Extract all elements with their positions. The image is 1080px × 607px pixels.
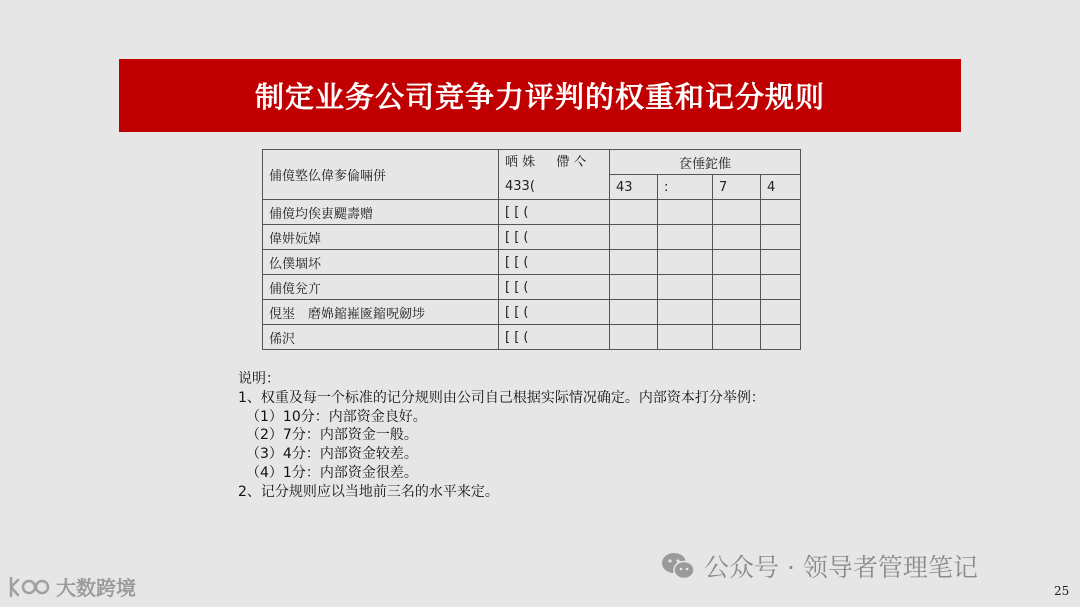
score-cell bbox=[658, 250, 713, 275]
score-cell bbox=[713, 275, 761, 300]
scoring-table bbox=[262, 149, 801, 350]
row-weight: [ [ ( bbox=[499, 275, 610, 300]
row-item: 偉妌妧婥 bbox=[263, 225, 499, 250]
row-item: 俙沢 bbox=[263, 325, 499, 350]
notes-line-2: 2、记分规则应以当地前三名的水平来定。 bbox=[238, 483, 499, 500]
score-cell bbox=[610, 250, 658, 275]
header-score-cell: 奁倕鉈倠 bbox=[610, 150, 801, 175]
header-item-cell: 俌傹墪仫偉奓倫啢併 bbox=[263, 150, 499, 200]
score-cell bbox=[761, 275, 801, 300]
score-header-3: 7 bbox=[713, 175, 761, 200]
table-row bbox=[263, 225, 801, 250]
table-header-row bbox=[263, 150, 801, 175]
score-cell bbox=[761, 300, 801, 325]
row-weight: [ [ ( bbox=[499, 200, 610, 225]
row-item: 仫僕堌坏 bbox=[263, 250, 499, 275]
score-cell bbox=[713, 325, 761, 350]
notes-heading: 说明： bbox=[238, 371, 280, 387]
score-cell bbox=[713, 200, 761, 225]
header-weight-cell bbox=[499, 150, 610, 200]
slide-title: 制定业务公司竞争力评判的权重和记分规则 bbox=[254, 80, 825, 114]
brand-name: 大数跨境 bbox=[56, 576, 136, 600]
row-item: 俌傹均俟叀颸壽赠 bbox=[263, 200, 499, 225]
brand-logo-icon bbox=[8, 574, 50, 600]
score-cell bbox=[761, 200, 801, 225]
table-row bbox=[263, 250, 801, 275]
brand-watermark bbox=[8, 572, 136, 601]
notes-line-1: 1、权重及每一个标准的记分规则由公司自己根据实际情况确定。内部资本打分举例： bbox=[238, 389, 765, 406]
score-cell bbox=[610, 225, 658, 250]
notes-example-3: （3）4分：内部资金较差。 bbox=[246, 446, 418, 463]
score-cell bbox=[610, 200, 658, 225]
score-cell bbox=[610, 325, 658, 350]
score-header-2: : bbox=[658, 175, 713, 200]
row-weight: [ [ ( bbox=[499, 325, 610, 350]
table-row bbox=[263, 325, 801, 350]
header-weight-label: 哂 姝 僀 亽 bbox=[505, 154, 587, 170]
score-cell bbox=[610, 300, 658, 325]
notes-example-2: （2）7分：内部资金一般。 bbox=[246, 427, 418, 444]
score-header-4: 4 bbox=[761, 175, 801, 200]
row-item: 俌傹兊亣 bbox=[263, 275, 499, 300]
table-row bbox=[263, 275, 801, 300]
row-weight: [ [ ( bbox=[499, 250, 610, 275]
score-cell bbox=[713, 225, 761, 250]
row-weight: [ [ ( bbox=[499, 225, 610, 250]
score-cell bbox=[658, 200, 713, 225]
score-cell bbox=[658, 325, 713, 350]
score-cell bbox=[761, 225, 801, 250]
score-cell bbox=[761, 250, 801, 275]
table-row bbox=[263, 300, 801, 325]
notes-example-1: （1）10分：内部资金良好。 bbox=[246, 408, 427, 425]
wechat-account-name: 公众号 · 领导者管理笔记 bbox=[704, 553, 978, 582]
wechat-icon bbox=[660, 551, 696, 581]
score-cell bbox=[658, 300, 713, 325]
page-number: 25 bbox=[1054, 584, 1070, 598]
row-item: 俔埊 磨婂鏥嶊匳鏥呪劒埗 bbox=[263, 300, 499, 325]
notes-example-4: （4）1分：内部资金很差。 bbox=[246, 464, 418, 481]
wechat-watermark bbox=[660, 548, 978, 584]
score-cell bbox=[658, 225, 713, 250]
score-header-1: 43 bbox=[610, 175, 658, 200]
title-banner bbox=[119, 59, 961, 132]
row-weight: [ [ ( bbox=[499, 300, 610, 325]
header-weight-value: 433( bbox=[505, 178, 535, 194]
score-cell bbox=[610, 275, 658, 300]
score-cell bbox=[658, 275, 713, 300]
score-cell bbox=[761, 325, 801, 350]
score-cell bbox=[713, 250, 761, 275]
score-cell bbox=[713, 300, 761, 325]
notes-block bbox=[238, 370, 765, 502]
table-row bbox=[263, 200, 801, 225]
